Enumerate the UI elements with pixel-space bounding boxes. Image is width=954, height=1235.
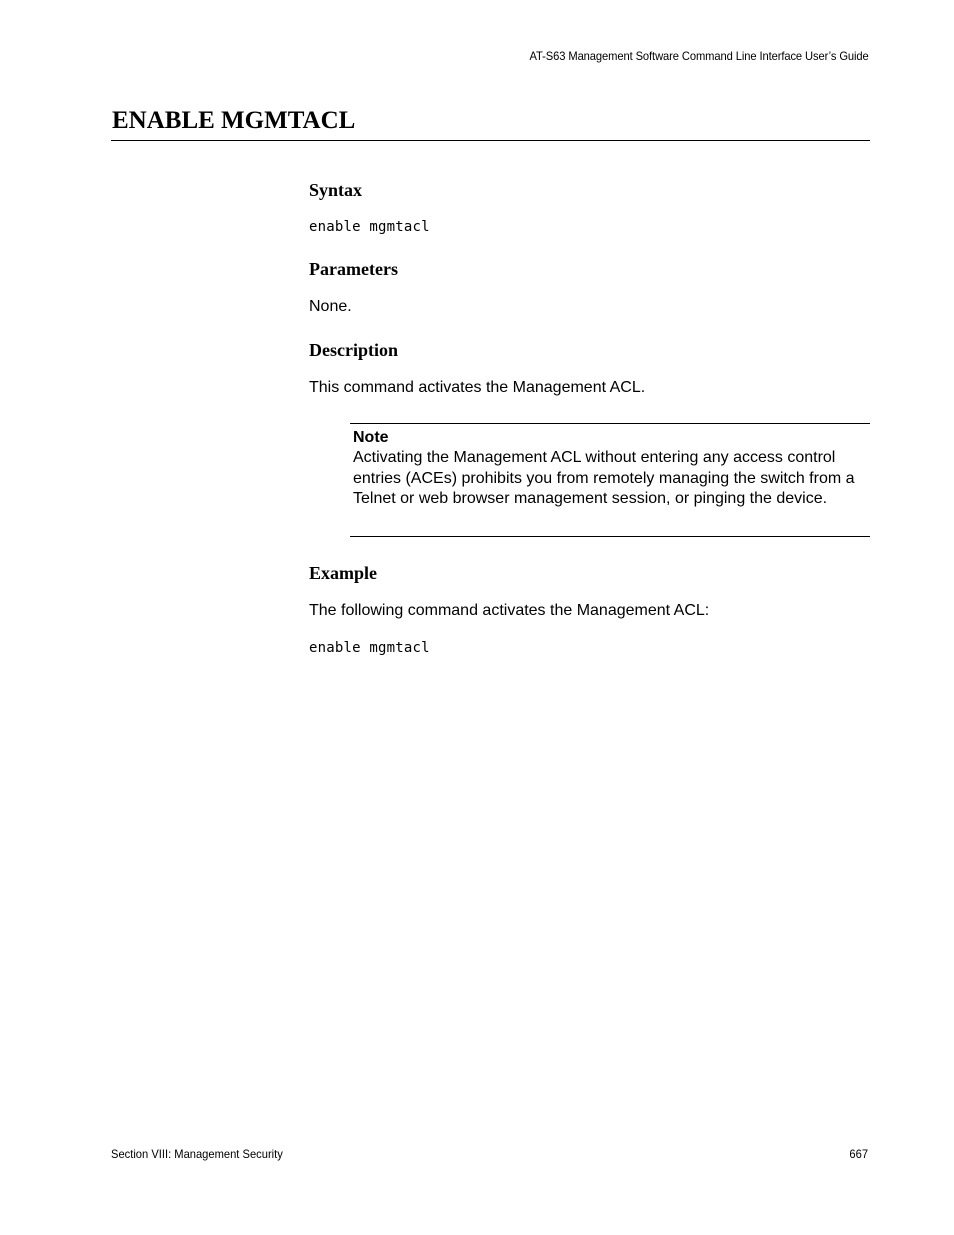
page-title: ENABLE MGMTACL [112,107,356,134]
syntax-code: enable mgmtacl [309,219,430,235]
title-rule [111,140,870,141]
example-text: The following command activates the Management ACL: [309,602,710,619]
note-box [350,423,870,537]
syntax-heading: Syntax [309,180,363,200]
description-heading: Description [309,340,398,360]
footer-page-number: 667 [849,1147,868,1161]
running-header: AT-S63 Management Software Command Line Interface User’s Guide [529,49,869,63]
note-label: Note [353,429,389,446]
parameters-heading: Parameters [309,259,398,279]
footer-section: Section VIII: Management Security [111,1147,283,1161]
note-text: Activating the Management ACL without entering any access control entries (ACEs) prohibits you from remotely managing the switch from a Telnet or web browser management session, or pinging the device. [353,449,855,507]
example-heading: Example [309,563,378,583]
description-text: This command activates the Management ACL. [309,379,646,396]
example-code: enable mgmtacl [309,640,430,656]
parameters-text: None. [309,298,352,315]
